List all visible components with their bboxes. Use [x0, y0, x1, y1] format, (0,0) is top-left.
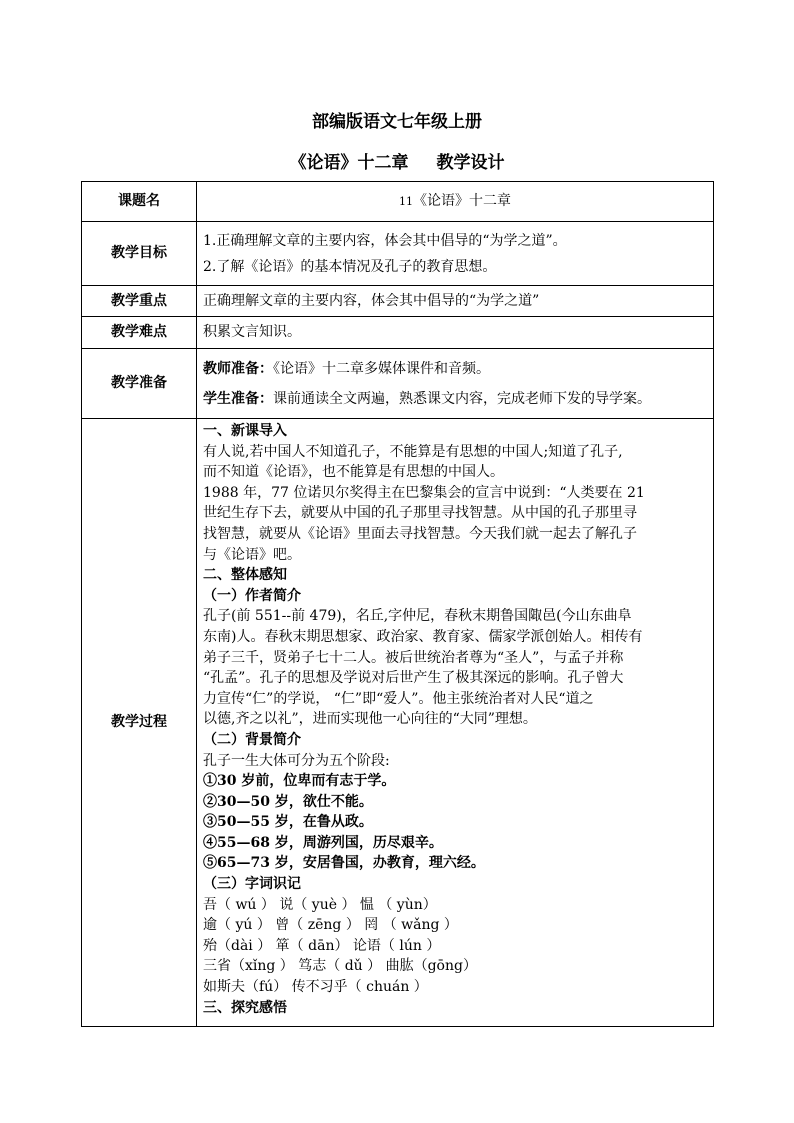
value-process	[197, 419, 714, 1027]
process-heading: ⑤65—73 岁，安居鲁国，办教育，理六经。	[203, 855, 485, 872]
process-text-line: 有人说,若中国人不知道孔子，不能算是有思想的中国人;知道了孔子,	[203, 443, 623, 460]
row-process	[82, 419, 714, 1027]
row-difficult	[82, 317, 714, 349]
process-text-line: 孔子(前 551--前 479)，名丘,字仲尼，春秋末期鲁国陬邑(今山东曲阜	[203, 608, 632, 625]
label-difficult: 教学难点	[82, 317, 197, 349]
label-goals: 教学目标	[82, 222, 197, 286]
value-goals	[197, 222, 714, 286]
process-text-line: 找智慧，就要从《论语》里面去寻找智慧。今天我们就一起去了解孔子	[203, 525, 637, 542]
label-topic: 课题名	[82, 182, 197, 222]
student-prep	[203, 384, 713, 414]
row-prep	[82, 349, 714, 419]
process-text-line: 而不知道《论语》，也不能算是有思想的中国人。	[203, 464, 504, 481]
process-heading: 二、整体感知	[203, 567, 287, 584]
process-heading: ①30 岁前，位卑而有志于学。	[203, 773, 396, 790]
teacher-prep-label: 教师准备：	[203, 360, 273, 377]
process-text-line: 以德,齐之以礼”，进而实现他一心向往的“大同”理想。	[203, 711, 537, 728]
process-heading: （二）背景简介	[203, 731, 301, 748]
lesson-number: 11	[399, 194, 413, 208]
subtitle-text: 《论语》十二章	[289, 153, 409, 173]
process-text-line: 力宣传“仁”的学说， “仁”即“爱人”。他主张统治者对人民“道之	[203, 690, 594, 707]
process-text-line: 世纪生存下去，就要从中国的孔子那里寻找智慧。从中国的孔子那里寻	[203, 505, 637, 522]
label-prep: 教学准备	[82, 349, 197, 419]
process-heading: 三、探究感悟	[203, 999, 287, 1016]
document-subtitle	[0, 148, 794, 173]
lesson-title: 《论语》十二章	[413, 192, 511, 209]
label-process: 教学过程	[82, 419, 197, 1027]
process-text-line: “孔孟”。孔子的思想及学说对后世产生了极其深远的影响。孔子曾大	[203, 670, 624, 687]
subtitle-design: 教学设计	[436, 153, 505, 173]
value-topic	[197, 182, 714, 222]
process-text-line: 如斯夫（fú） 传不习乎（ chuán ）	[203, 979, 428, 996]
lesson-plan-table	[81, 181, 714, 1027]
process-text-line: 与《论语》吧。	[203, 546, 301, 563]
row-key	[82, 286, 714, 317]
student-prep-text: 课前通读全文两遍，熟悉课文内容，完成老师下发的导学案。	[273, 390, 651, 407]
process-heading: 一、新课导入	[203, 423, 287, 439]
process-heading: （三）字词识记	[203, 876, 301, 893]
process-text-line: 弟子三千，贤弟子七十二人。被后世统治者尊为“圣人”，与孟子并称	[203, 649, 624, 666]
student-prep-label: 学生准备：	[203, 390, 273, 407]
value-difficult: 积累文言知识。	[197, 317, 714, 349]
value-prep	[197, 349, 714, 419]
process-heading: （一）作者简介	[203, 587, 301, 604]
process-heading: ③50—55 岁，在鲁从政。	[203, 814, 373, 831]
process-text-line: 1988 年，77 位诺贝尔奖得主在巴黎集会的宣言中说到：“人类要在 21	[203, 484, 645, 501]
process-text-line: 殆（dài ） 箪（ dān） 论语（ lún ）	[203, 937, 441, 954]
label-key: 教学重点	[82, 286, 197, 317]
process-heading: ②30—50 岁，欲仕不能。	[203, 793, 373, 810]
process-text-line: 三省（xǐng ） 笃志（ dǔ ） 曲肱（gōng）	[203, 958, 477, 975]
row-topic	[82, 182, 714, 222]
process-text-line: 吾（ wú ） 说（ yuè ） 愠 （ yùn）	[203, 896, 437, 913]
document-title: 部编版语文七年级上册	[312, 112, 482, 132]
process-text-line: 东南)人。春秋末期思想家、政治家、教育家、儒家学派创始人。相传有	[203, 628, 643, 645]
process-heading: ④55—68 岁，周游列国，历尽艰辛。	[203, 834, 443, 851]
row-goals	[82, 222, 714, 286]
value-key: 正确理解文章的主要内容，体会其中倡导的“为学之道”	[197, 286, 714, 317]
process-text-line: 孔子一生大体可分为五个阶段:	[203, 752, 390, 769]
goal-item: 1.正确理解文章的主要内容，体会其中倡导的“为学之道”。	[203, 232, 567, 249]
teacher-prep	[203, 354, 713, 384]
goal-item: 2.了解《论语》的基本情况及孔子的教育思想。	[203, 258, 497, 275]
teacher-prep-text: 《论语》十二章多媒体课件和音频。	[273, 360, 490, 377]
process-text-line: 逾（ yú ） 曾（ zēng ） 罔 （ wǎng ）	[203, 917, 458, 934]
